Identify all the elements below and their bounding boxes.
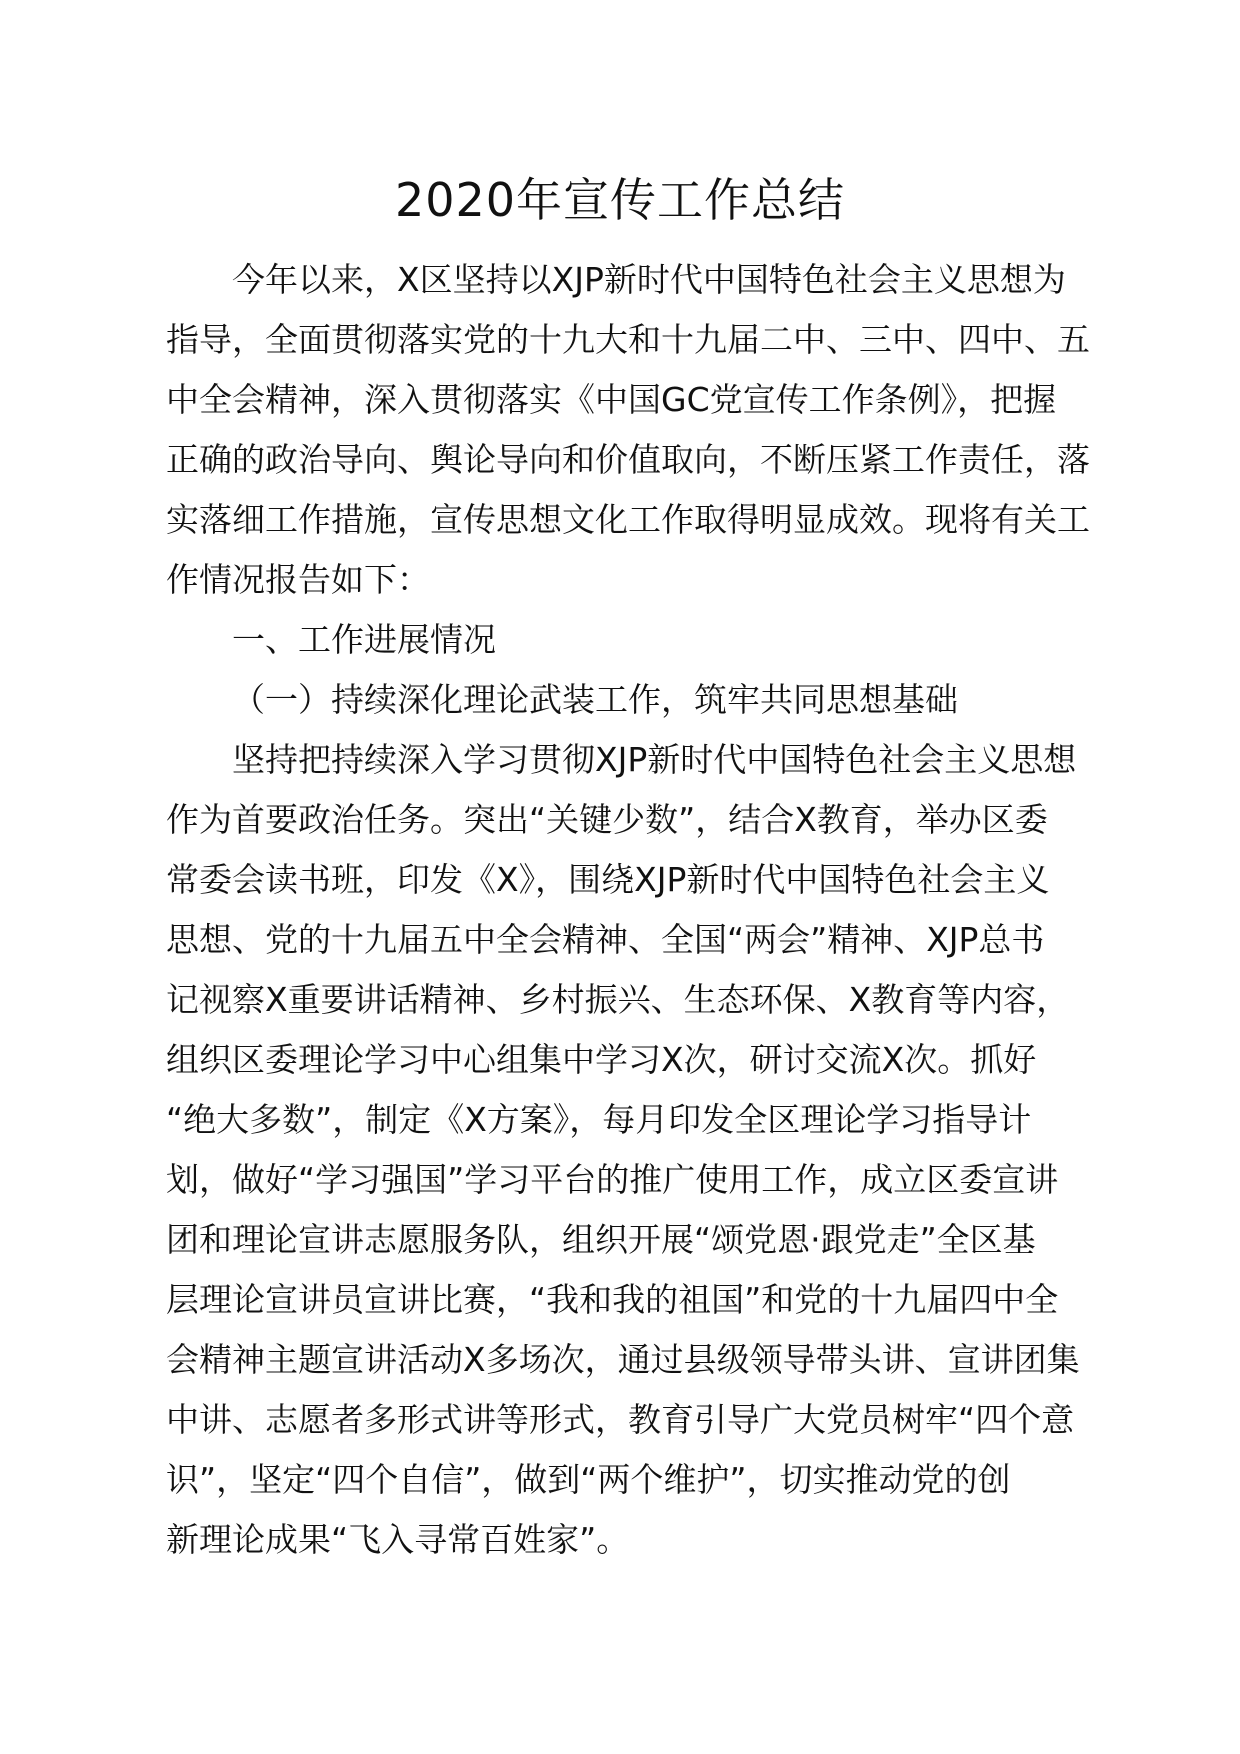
paragraph-line: 划，做好“学习强国”学习平台的推广使用工作，成立区委宣讲 (166, 1160, 1059, 1199)
paragraph-line: 思想、党的十九届五中全会精神、全国“两会”精神、XJP总书 (166, 920, 1045, 959)
section-heading: 一、工作进展情况 (232, 620, 496, 659)
paragraph-line: 新理论成果“飞入寻常百姓家”。 (166, 1520, 630, 1559)
paragraph-line: 今年以来，X区坚持以XJP新时代中国特色社会主义思想为 (232, 260, 1066, 299)
paragraph-line: 正确的政治导向、舆论导向和价值取向，不断压紧工作责任，落 (166, 440, 1090, 479)
document-body (166, 250, 1112, 1570)
paragraph-line: 中讲、志愿者多形式讲等形式，教育引导广大党员树牢“四个意 (166, 1400, 1075, 1439)
paragraph-line: 常委会读书班，印发《X》，围绕XJP新时代中国特色社会主义 (166, 860, 1050, 899)
paragraph-line: 会精神主题宣讲活动X多场次，通过县级领导带头讲、宣讲团集 (166, 1340, 1080, 1379)
paragraph-line: 识”，坚定“四个自信”，做到“两个维护”，切实推动党的创 (166, 1460, 1011, 1499)
paragraph-line: 指导，全面贯彻落实党的十九大和十九届二中、三中、四中、五 (166, 320, 1090, 359)
paragraph-line: 层理论宣讲员宣讲比赛，“我和我的祖国”和党的十九届四中全 (166, 1280, 1059, 1319)
paragraph-line: 团和理论宣讲志愿服务队，组织开展“颂党恩·跟党走”全区基 (166, 1220, 1036, 1259)
paragraph-line: 中全会精神，深入贯彻落实《中国GC党宣传工作条例》，把握 (166, 380, 1057, 419)
paragraph-line: “绝大多数”，制定《X方案》，每月印发全区理论学习指导计 (166, 1100, 1032, 1139)
paragraph-line: 作情况报告如下： (166, 560, 430, 599)
subsection-heading: （一）持续深化理论武装工作，筑牢共同思想基础 (232, 680, 958, 719)
paragraph-line: 记视察X重要讲话精神、乡村振兴、生态环保、X教育等内容， (166, 980, 1070, 1019)
paragraph-line: 组织区委理论学习中心组集中学习X次，研讨交流X次。抓好 (166, 1040, 1037, 1079)
paragraph-line: 坚持把持续深入学习贯彻XJP新时代中国特色社会主义思想 (232, 740, 1077, 779)
paragraph-line: 作为首要政治任务。突出“关键少数”，结合X教育，举办区委 (166, 800, 1048, 839)
paragraph-line: 实落细工作措施，宣传思想文化工作取得明显成效。现将有关工 (166, 500, 1090, 539)
document-title: 2020年宣传工作总结 (394, 173, 846, 227)
